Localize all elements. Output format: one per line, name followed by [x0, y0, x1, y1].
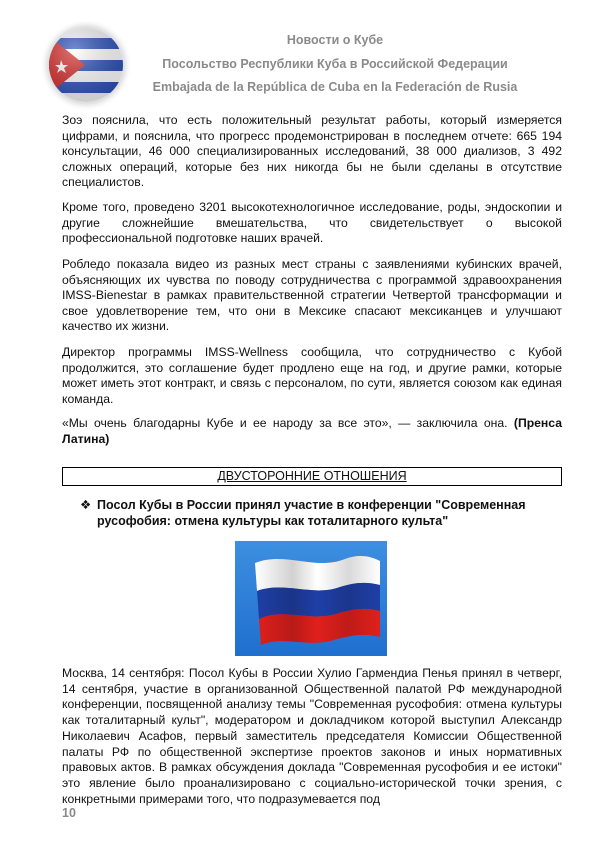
article-paragraph: Робледо показала видео из разных мест страны с заявлениями кубинских врачей, объясняющих их чувства по поводу сотрудничества с программой здравоохранения IMSS-Bienestar в рамках правительственной стратегии Четвертой трансформации и свое удовлетворение тем, что они в Мексике спасают мексиканцев и улучшают качество их жизни.	[62, 257, 562, 333]
article-body: Москва, 14 сентября: Посол Кубы в России Хулио Гармендиа Пенья принял в четверг, 14 сентября, участие в организованной Общественной палатой РФ международной конференции, посвященной анализу темы "Современная русофобия: отмена культуры как тоталитарный культ", модератором и докладчиком которой выступил Александр Николаевич Асафов, первый заместитель председателя Комиссии Общественной палаты РФ по общественной экспертизе проектов законов и иных нормативных правовых актов. В рамках обсуждения доклада "Современная русофобия и ее истоки" это явление было проанализировано с социально-исторической точки зрения, с конкретными примерами того, что подразумевается под	[62, 666, 562, 806]
article-closing-paragraph	[62, 416, 562, 447]
embassy-name-ru: Посольство Республики Куба в Российской Федерации	[162, 57, 508, 71]
headline-text: Посол Кубы в России принял участие в конференции "Современная русофобия: отмена культуры как тоталитарного культа"	[97, 498, 526, 528]
section-heading: ДВУСТОРОННИЕ ОТНОШЕНИЯ	[62, 467, 562, 486]
newsletter-title: Новости о Кубе	[286, 33, 384, 47]
embassy-name-es: Embajada de la República de Cuba en la Federación de Rusia	[152, 80, 518, 94]
diamond-bullet-icon: ❖	[80, 498, 92, 512]
page-header	[0, 0, 610, 108]
article-paragraph: Зоэ пояснила, что есть положительный результат работы, который измеряется цифрами, и пояснила, что прогресс продемонстрирован в последнем отчете: 665 194 консультации, 46 000 специализированных исследований, 38 000 диализов, 3 492 сложных операций, которые без них никогда бы не были сделаны в отсутствие специалистов.	[62, 113, 562, 189]
page-number: 10	[62, 806, 76, 820]
closing-quote: «Мы очень благодарны Кубе и ее народу за все это», — заключила она.	[62, 416, 514, 430]
article-paragraph: Кроме того, проведено 3201 высокотехнологичное исследование, роды, эндоскопии и другие сложнейшие вмешательства, что свидетельствует о высокой профессиональной подготовке наших врачей.	[62, 200, 562, 245]
article-paragraph: Директор программы IMSS-Wellness сообщила, что сотрудничество с Кубой продолжится, это соглашение будет продлено еще на год, и другие рамки, которые может иметь этот контракт, и связь с персоналом, по сути, является союзом как единая команда.	[62, 345, 562, 406]
russian-flag-image	[235, 541, 387, 656]
news-source: (Пренса Латина)	[62, 416, 562, 446]
cuban-flag-globe-icon	[49, 28, 123, 102]
